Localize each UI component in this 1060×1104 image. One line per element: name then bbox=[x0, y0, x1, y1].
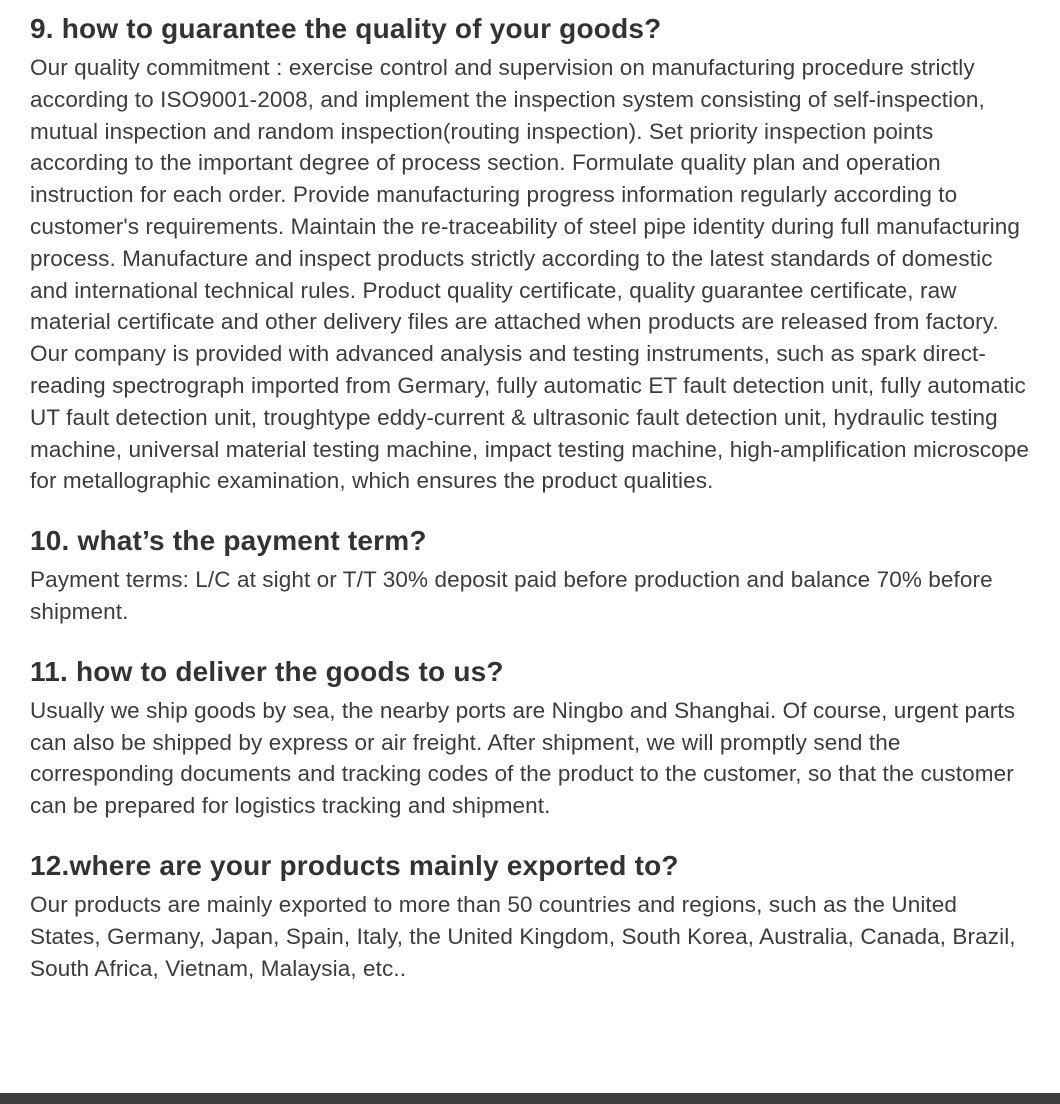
faq-question-payment: 10. what’s the payment term? bbox=[30, 525, 427, 557]
faq-section-export bbox=[30, 849, 1030, 984]
faq-section-payment bbox=[30, 524, 1030, 628]
faq-answer-paragraph: Our quality commitment : exercise control and supervision on manufacturing procedure strictly according to ISO9001-2008, and implement the inspection system consisting of self-inspection, mutual inspection and random inspection(routing inspection). Set priority inspection points according to the important degree of process section. Formulate quality plan and operation instruction for each order. Provide manufacturing progress information regularly according to customer's requirements. Maintain the re-traceability of steel pipe identity during full manufacturing process. Manufacture and inspect products strictly according to the latest standards of domestic and international technical rules. Product quality certificate, quality guarantee certificate, raw material certificate and other delivery files are attached when products are released from factory. bbox=[30, 55, 1020, 335]
faq-answer-paragraph: Payment terms: L/C at sight or T/T 30% deposit paid before production and balance 70% before shipment. bbox=[30, 567, 993, 624]
bottom-divider bbox=[0, 1093, 1060, 1104]
faq-section-delivery bbox=[30, 655, 1030, 822]
faq-question-quality: 9. how to guarantee the quality of your goods? bbox=[30, 13, 662, 44]
faq-answer-paragraph: Usually we ship goods by sea, the nearby ports are Ningbo and Shanghai. Of course, urgent parts can also be shipped by express or air freight. After shipment, we will promptly send the corresponding documents and tracking codes of the product to the customer, so that the customer can be prepared for logistics tracking and shipment. bbox=[30, 697, 1016, 819]
faq-question-delivery: 11. how to deliver the goods to us? bbox=[30, 655, 504, 687]
faq-answer-paragraph: Our company is provided with advanced analysis and testing instruments, such as spark direct-reading spectrograph imported from Germary, fully automatic ET fault detection unit, fully automatic UT fault detection unit, troughtype eddy-current & ultrasonic fault detection unit, hydraulic testing machine, universal material testing machine, impact testing machine, high-amplification microscope for metallographic examination, which ensures the product qualities. bbox=[30, 341, 1029, 494]
faq-answer-paragraph: Our products are mainly exported to more than 50 countries and regions, such as the United States, Germany, Japan, Spain, Italy, the United Kingdom, South Korea, Australia, Canada, Brazil, South Africa, Vietnam, Malaysia, etc.. bbox=[30, 891, 1016, 981]
faq-section-quality bbox=[30, 12, 1030, 497]
faq-question-export: 12.where are your products mainly exported to? bbox=[30, 849, 679, 881]
